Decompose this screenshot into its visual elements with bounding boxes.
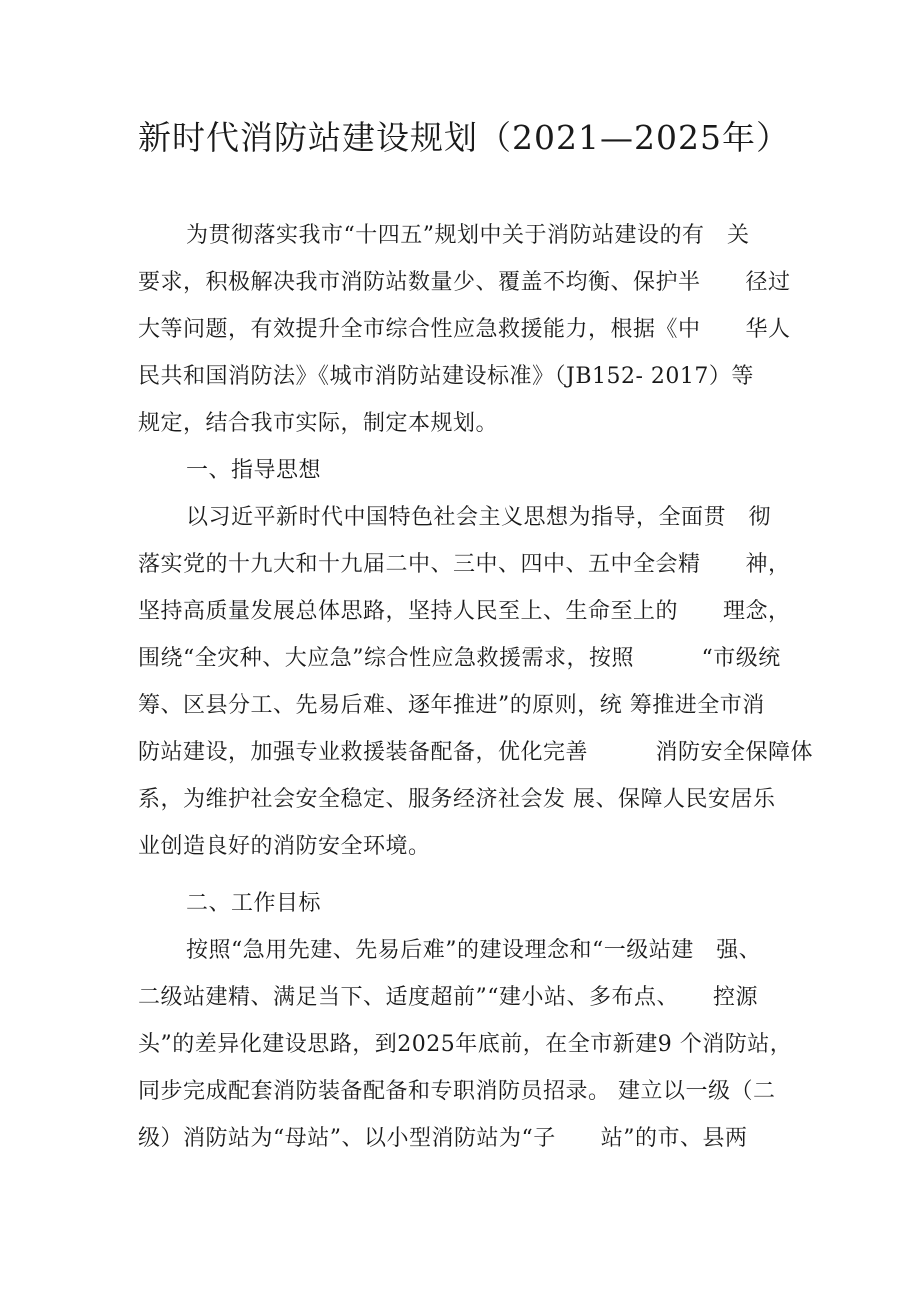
- text-line: 落实党的十九大和十九届二中、三中、四中、五中全会精 神，: [138, 552, 791, 577]
- document-body: [138, 212, 814, 1162]
- section-heading-guiding-thought: 一、指导思想: [186, 458, 322, 483]
- intro-paragraph: [138, 212, 798, 447]
- text-line: 业创造良好的消防安全环境。: [138, 834, 431, 859]
- text-line: 规定，结合我市实际，制定本规划。: [138, 411, 499, 436]
- text-line: 防站建设，加强专业救援装备配备，优化完善 消防安全保障体: [138, 740, 814, 765]
- text-line: 头”的差异化建设思路，到2025年底前，在全市新建9 个消防站，: [138, 1032, 793, 1057]
- text-line: 筹、区县分工、先易后难、逐年推进”的原则，统 筹推进全市消: [138, 693, 765, 718]
- text-line: 按照“急用先建、先易后难”的建设理念和“一级站建 强、: [186, 938, 762, 963]
- spacer: [138, 870, 798, 880]
- guiding-thought-paragraph: [138, 494, 814, 870]
- text-line: 大等问题，有效提升全市综合性应急救援能力，根据《中 华人: [138, 317, 791, 342]
- document-title: 新时代消防站建设规划（2021—2025年）: [138, 118, 790, 157]
- section-heading-work-goals: 二、工作目标: [186, 891, 322, 916]
- text-line: 系，为维护社会安全稳定、服务经济社会发 展、保障人民安居乐: [138, 787, 776, 812]
- text-line: 同步完成配套消防装备配备和专职消防员招录。 建立以一级（二: [138, 1079, 776, 1104]
- text-line: 要求，积极解决我市消防站数量少、覆盖不均衡、保护半 径过: [138, 270, 791, 295]
- text-line: 坚持高质量发展总体思路，坚持人民至上、生命至上的 理念，: [138, 599, 791, 624]
- text-line: 民共和国消防法》《城市消防站建设标准》（JB152- 2017）等: [138, 364, 754, 389]
- text-line: 围绕“全灾种、大应急”综合性应急救援需求，按照 “市级统: [138, 646, 781, 671]
- text-line: 以习近平新时代中国特色社会主义思想为指导，全面贯 彻: [186, 505, 772, 530]
- work-goals-paragraph: [138, 927, 798, 1162]
- text-line: 二级站建精、满足当下、适度超前”“建小站、多布点、 控源: [138, 985, 758, 1010]
- text-line: 为贯彻落实我市“十四五”规划中关于消防站建设的有 关: [186, 223, 750, 248]
- text-line: 级）消防站为“母站”、以小型消防站为“子 站”的市、县两: [138, 1126, 748, 1151]
